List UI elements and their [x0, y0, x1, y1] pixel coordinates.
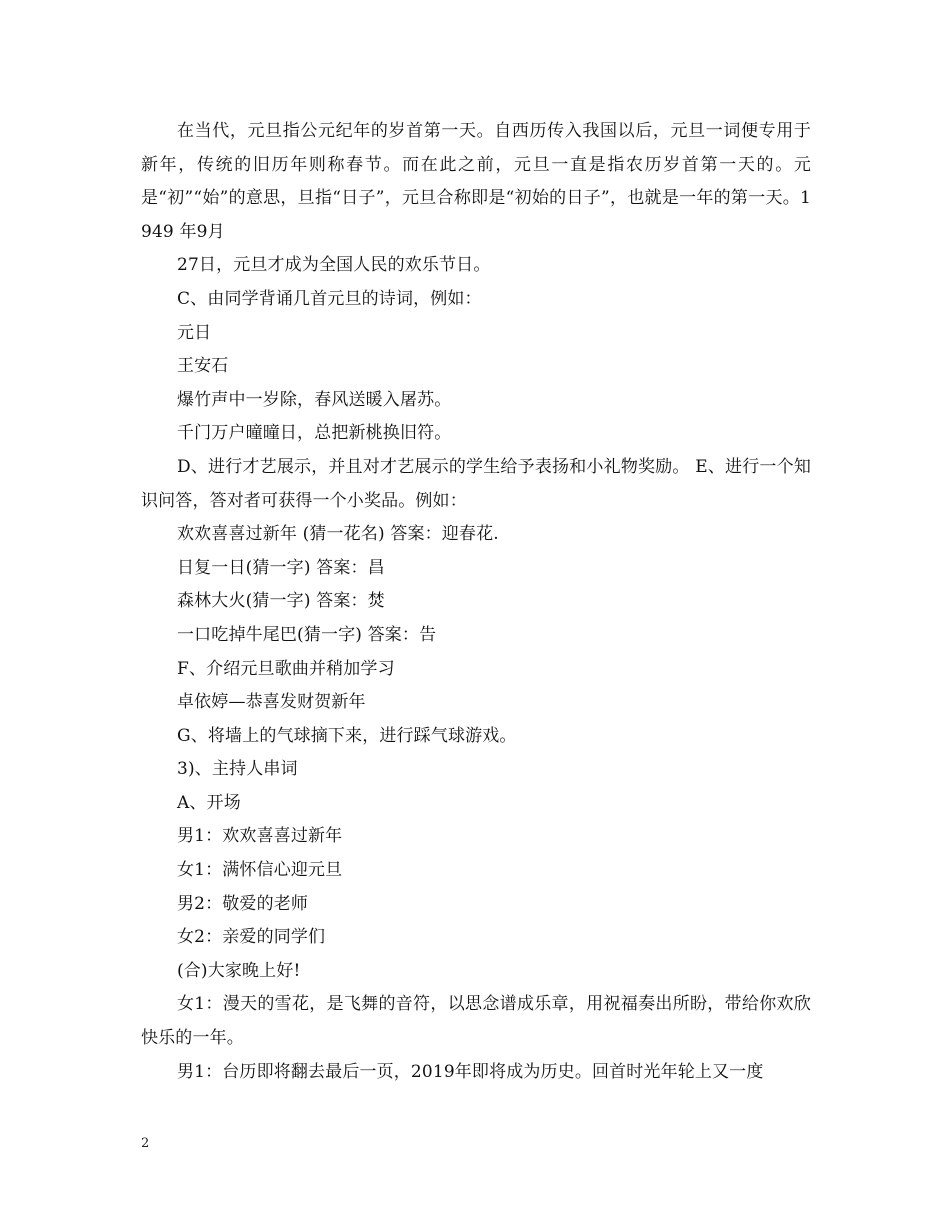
poem-title: 元日 [177, 322, 212, 343]
paragraph-song-intro: F、介绍元旦歌曲并稍加学习 [177, 658, 395, 679]
document-body [141, 115, 811, 1089]
script-line-female-1-snow: 女1：漫天的雪花，是飞舞的音符，以思念谱成乐章，用祝福奏出所盼，带给你欢欣快乐的一年。 [141, 994, 811, 1049]
poem-line-1: 爆竹声中一岁除，春风送暖入屠苏。 [177, 389, 452, 410]
riddle-1: 欢欢喜喜过新年 (猜一花名) 答案：迎春花. [177, 524, 499, 545]
song-title: 卓依婷—恭喜发财贺新年 [177, 692, 366, 713]
paragraph-national-holiday: 27日，元旦才成为全国人民的欢乐节日。 [177, 255, 491, 276]
riddle-3: 森林大火(猜一字) 答案：焚 [177, 591, 385, 612]
script-line-female-1: 女1：满怀信心迎元旦 [177, 860, 343, 881]
paragraph-poem-intro: C、由同学背诵几首元旦的诗词，例如： [177, 288, 482, 309]
subsection-heading-opening: A、开场 [177, 792, 241, 813]
section-heading-host-script: 3)、主持人串词 [177, 759, 298, 780]
riddle-2: 日复一日(猜一字) 答案：昌 [177, 557, 385, 578]
poem-author: 王安石 [177, 356, 229, 377]
script-line-male-1: 男1：欢欢喜喜过新年 [177, 826, 343, 847]
script-line-male-1-calendar: 男1：台历即将翻去最后一页，2019年即将成为历史。回首时光年轮上又一度 [177, 1061, 764, 1082]
poem-line-2: 千门万户曈曈日，总把新桃换旧符。 [177, 423, 452, 444]
script-line-together: (合)大家晚上好! [177, 960, 301, 981]
paragraph-yuandan-history: 在当代，元旦指公元纪年的岁首第一天。自西历传入我国以后，元旦一词便专用于新年，传统的旧历年则称春节。而在此之前，元旦一直是指农历岁首第一天的。元是“初”“始”的意思，旦指“日子”，元旦合称即是“初始的日子”，也就是一年的第一天。1949 年9月 [141, 121, 811, 242]
paragraph-balloon-game: G、将墙上的气球摘下来，进行踩气球游戏。 [177, 725, 517, 746]
paragraph-talent-show-quiz: D、进行才艺展示，并且对才艺展示的学生给予表扬和小礼物奖励。 E、进行一个知识问答，答对者可获得一个小奖品。例如： [141, 456, 811, 511]
page-number: 2 [141, 1136, 150, 1151]
script-line-male-2: 男2：敬爱的老师 [177, 893, 309, 914]
script-line-female-2: 女2：亲爱的同学们 [177, 927, 326, 948]
riddle-4: 一口吃掉牛尾巴(猜一字) 答案：告 [177, 624, 437, 645]
